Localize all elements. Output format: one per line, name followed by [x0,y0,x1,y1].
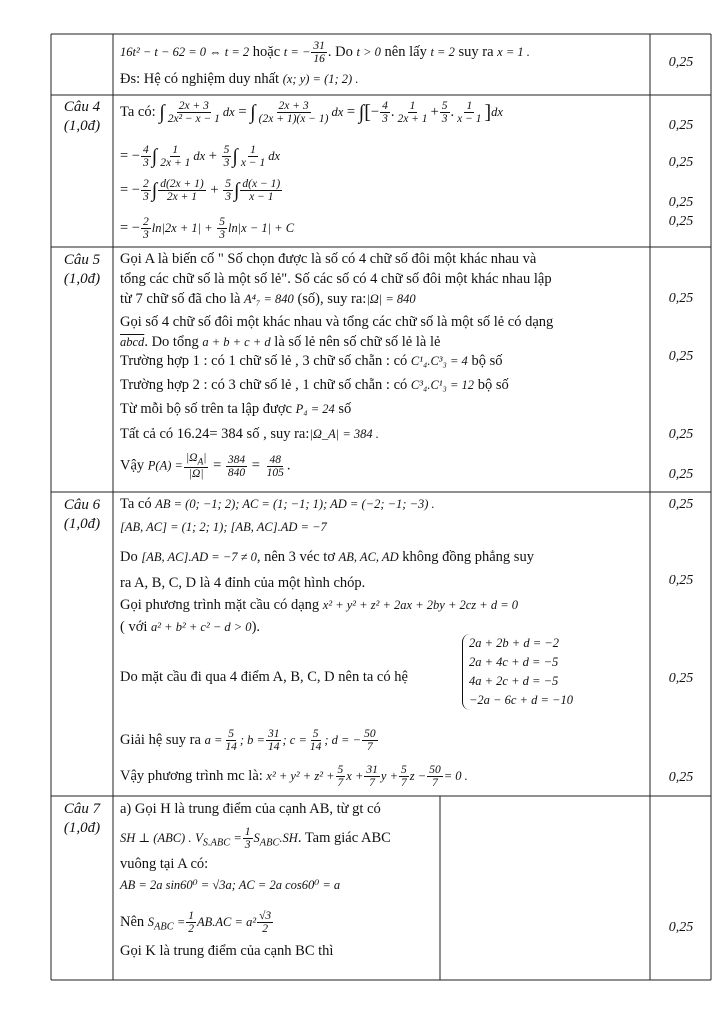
q3-answer: Đs: Hệ có nghiệm duy nhất [120,71,280,87]
q3-eq1: 16t² − t − 62 = 0 ⇔ t = 2 [120,44,250,59]
q5-point-4: 0,25 [668,467,694,482]
q3-point: 0,25 [668,55,694,70]
q6-point-3: 0,25 [668,671,694,686]
equation-system: 2a + 2b + d = −2 2a + 4c + d = −5 4a + 2c + d = −5 −2a − 6c + d = −10 [462,634,573,710]
q6-point-1: 0,25 [668,497,694,512]
q4-point-2: 0,25 [668,155,694,170]
q4-point-4: 0,25 [668,214,694,229]
q5-point-2: 0,25 [668,349,694,364]
q5-point-1: 0,25 [668,291,694,306]
q4-point-3: 0,25 [668,195,694,210]
q6-point-2: 0,25 [668,573,694,588]
q6-label: Câu 6 (1,0đ) [63,497,101,532]
q5-point-3: 0,25 [668,427,694,442]
q4-point-1: 0,25 [668,118,694,133]
q4-label: Câu 4 (1,0đ) [63,99,101,134]
q6-point-4: 0,25 [668,770,694,785]
q7-point: 0,25 [668,920,694,935]
q5-label: Câu 5 (1,0đ) [63,252,101,287]
q7-label: Câu 7 (1,0đ) [63,801,101,836]
